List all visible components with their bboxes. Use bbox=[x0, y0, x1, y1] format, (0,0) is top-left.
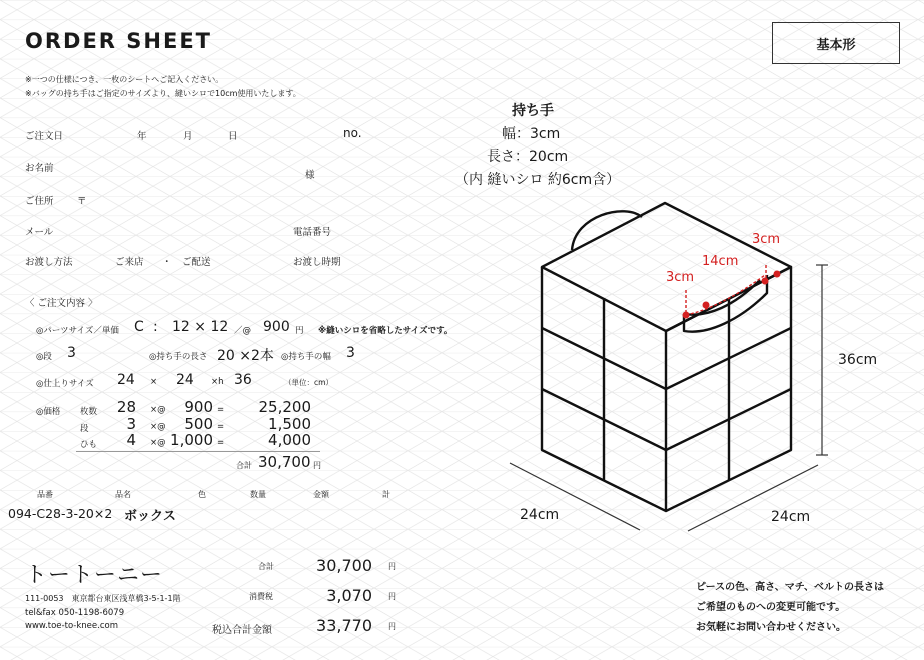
tier-value: 3 bbox=[67, 345, 76, 361]
price-row-eq: = bbox=[217, 422, 225, 432]
month-label: 月 bbox=[183, 131, 193, 142]
col-header-qty: 数量 bbox=[250, 490, 266, 499]
delivery-time-label: お渡し時期 bbox=[293, 257, 341, 268]
dim-14cm: 14cm bbox=[702, 254, 739, 269]
type-badge: 基本形 bbox=[772, 22, 900, 64]
parts-at: ／@ bbox=[234, 326, 252, 336]
box-top-face bbox=[542, 203, 791, 331]
price-row-eq: = bbox=[217, 438, 225, 448]
dim-height: 36cm bbox=[838, 352, 878, 368]
handle-length-spec: 長さ：20cm bbox=[487, 149, 569, 165]
tax-value: 3,070 bbox=[326, 586, 372, 605]
finish-times-1: × bbox=[150, 377, 158, 387]
price-row-qty: 4 bbox=[126, 431, 136, 449]
dim-width-left: 24cm bbox=[520, 507, 560, 523]
grand-total-label: 税込合計金額 bbox=[212, 625, 272, 636]
phone-label: 電話番号 bbox=[293, 227, 332, 238]
page-title: ORDER SHEET bbox=[25, 29, 212, 53]
price-row-amount: 4,000 bbox=[268, 431, 311, 449]
name-label: お名前 bbox=[25, 163, 54, 174]
price-label: ◎価格 bbox=[36, 407, 61, 417]
col-header-total: 計 bbox=[382, 490, 390, 499]
parts-size: 12 × 12 bbox=[172, 319, 229, 335]
parts-colon: : bbox=[153, 319, 158, 335]
handle-width-value: 3 bbox=[346, 345, 355, 361]
price-total-divider bbox=[76, 451, 320, 452]
tier-label: ◎段 bbox=[36, 352, 52, 362]
handle-title: 持ち手 bbox=[512, 103, 554, 119]
price-row-qty: 28 bbox=[116, 398, 136, 416]
grand-total-value: 33,770 bbox=[316, 616, 372, 635]
honorific-label: 様 bbox=[305, 170, 315, 181]
dim-3cm-top: 3cm bbox=[752, 232, 781, 247]
customize-note-1: ピースの色、高さ、マチ、ベルトの長さは bbox=[696, 582, 884, 593]
handle-width-label: ◎持ち手の幅 bbox=[281, 352, 331, 362]
customize-note-3: お気軽にお問い合わせください。 bbox=[696, 622, 846, 633]
product-name: ボックス bbox=[124, 509, 176, 524]
year-label: 年 bbox=[137, 131, 147, 142]
delivery-option-ship: ご配送 bbox=[182, 257, 211, 268]
price-row-unit: 900 bbox=[184, 398, 213, 416]
subtotal-yen: 円 bbox=[388, 562, 396, 571]
dim-width-right: 24cm bbox=[771, 509, 811, 525]
price-row-qty: 3 bbox=[126, 415, 136, 433]
day-label: 日 bbox=[228, 131, 238, 142]
subtotal-value: 30,700 bbox=[316, 556, 372, 575]
price-row-amount: 1,500 bbox=[268, 415, 311, 433]
note-line-1: ※一つの仕様につき、一枚のシートへご記入ください。 bbox=[25, 75, 224, 84]
parts-yen: 円 bbox=[295, 326, 304, 336]
subtotal-label: 合計 bbox=[258, 562, 274, 571]
price-row-unit: 1,000 bbox=[170, 431, 213, 449]
parts-price: 900 bbox=[263, 319, 290, 335]
col-header-name: 品名 bbox=[115, 490, 131, 499]
postal-mark: 〒 bbox=[77, 196, 87, 207]
grand-total-yen: 円 bbox=[388, 622, 396, 631]
delivery-separator: ・ bbox=[162, 257, 172, 268]
price-row-amount: 25,200 bbox=[258, 398, 311, 416]
finish-width: 24 bbox=[117, 372, 135, 388]
price-row-eq: = bbox=[217, 405, 225, 415]
parts-size-label: ◎パーツサイズ／単価 bbox=[36, 326, 119, 336]
price-row-label: 段 bbox=[80, 424, 89, 434]
customize-note-2: ご希望のものへの変更可能です。 bbox=[696, 602, 846, 613]
product-code: 094-C28-3-20×2 bbox=[8, 506, 113, 521]
finish-times-h: ×h bbox=[211, 377, 224, 387]
finish-size-label: ◎仕上りサイズ bbox=[36, 379, 94, 389]
parts-code: C bbox=[134, 319, 144, 335]
handle-seam-note: （内 縫いシロ 約6cm含） bbox=[455, 172, 621, 188]
handle-width-spec: 幅：3cm bbox=[502, 126, 561, 142]
price-row-label: 枚数 bbox=[80, 407, 98, 417]
price-row-at: ×@ bbox=[150, 438, 166, 448]
handle-length-value: 20 ×2本 bbox=[217, 348, 274, 364]
order-contents-heading: 〈 ご注文内容 〉 bbox=[25, 298, 98, 309]
email-label: メール bbox=[25, 227, 54, 238]
total-unit: 円 bbox=[313, 461, 321, 470]
back-handle bbox=[572, 211, 642, 250]
handle-length-label: ◎持ち手の長さ bbox=[149, 352, 208, 362]
price-row-label: ひも bbox=[80, 440, 98, 450]
col-header-code: 品番 bbox=[37, 490, 53, 499]
col-header-amount: 金額 bbox=[313, 490, 329, 499]
company-website: www.toe-to-knee.com bbox=[25, 621, 118, 631]
delivery-method-label: お渡し方法 bbox=[25, 257, 73, 268]
total-label: 合計 bbox=[236, 461, 252, 470]
col-header-color: 色 bbox=[198, 490, 206, 499]
price-row-at: ×@ bbox=[150, 405, 166, 415]
order-date-label: ご注文日 bbox=[25, 131, 64, 142]
company-telfax: tel&fax 050-1198-6079 bbox=[25, 608, 125, 618]
total-value: 30,700 bbox=[258, 453, 311, 471]
unit-note: （単位：cm） bbox=[284, 378, 333, 387]
price-row-unit: 500 bbox=[184, 415, 213, 433]
tax-label: 消費税 bbox=[249, 592, 273, 601]
company-address: 111-0053 東京都台東区浅草橋3-5-1-1階 bbox=[25, 594, 181, 603]
note-line-2: ※バッグの持ち手はご指定のサイズより、縫いシロで10cm使用いたします。 bbox=[25, 89, 301, 98]
company-logo: トートーニー bbox=[25, 563, 164, 588]
address-label: ご住所 bbox=[25, 196, 54, 207]
box-diagram bbox=[470, 195, 924, 550]
order-number-label: no. bbox=[343, 126, 362, 140]
price-row-at: ×@ bbox=[150, 422, 166, 432]
delivery-option-store: ご来店 bbox=[115, 257, 144, 268]
dim-3cm-left: 3cm bbox=[666, 270, 695, 285]
tax-yen: 円 bbox=[388, 592, 396, 601]
parts-note: ※縫いシロを省略したサイズです。 bbox=[318, 326, 453, 336]
finish-depth: 24 bbox=[176, 372, 194, 388]
finish-height: 36 bbox=[234, 372, 252, 388]
